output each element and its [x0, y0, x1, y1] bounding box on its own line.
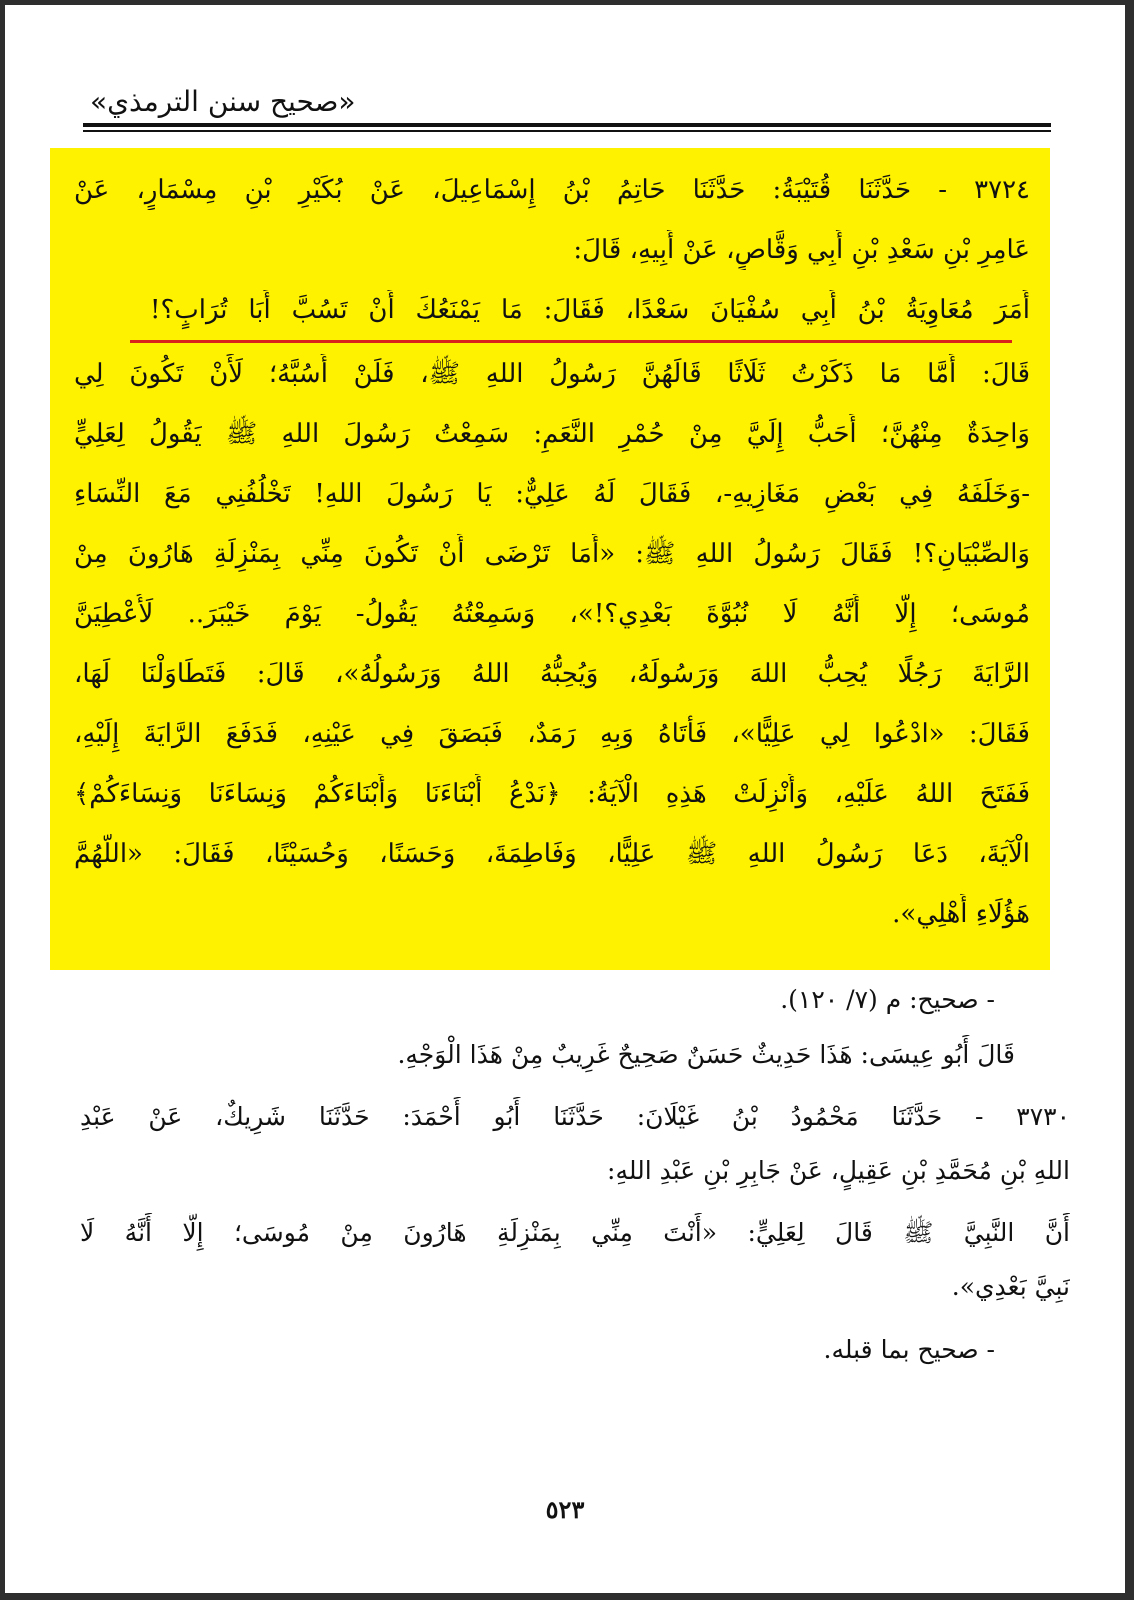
- hadith-3730-line: اللهِ بْنِ مُحَمَّدِ بْنِ عَقِيلٍ، عَنْ جَابِرِ بْنِ عَبْدِ اللهِ:: [607, 1156, 1070, 1185]
- hadith-line: فَقَالَ: «ادْعُوا لِي عَلِيًّا»، فَأَتَاهُ وَبِهِ رَمَدٌ، فَبَصَقَ فِي عَيْنِهِ، فَدَفَعَ الرَّايَةَ إِلَيْهِ،: [74, 719, 1030, 749]
- hadith-line: ٣٧٢٤ - حَدَّثَنَا قُتَيْبَةُ: حَدَّثَنَا حَاتِمُ بْنُ إِسْمَاعِيلَ، عَنْ بُكَيْرِ بْنِ مِسْمَارٍ، عَنْ: [74, 175, 1030, 205]
- hadith-line: مُوسَى؛ إِلَّا أَنَّهُ لَا نُبُوَّةَ بَعْدِي؟!»، وَسَمِعْتُهُ يَقُولُ- يَوْمَ خَيْبَرَ.. لَأُعْطِيَنَّ: [74, 599, 1030, 629]
- hadith-line-underlined: أَمَرَ مُعَاوِيَةُ بْنُ أَبِي سُفْيَانَ سَعْدًا، فَقَالَ: مَا يَمْنَعُكَ أَنْ تَسُبَّ أَبَا تُرَابٍ؟!: [150, 295, 1030, 325]
- hadith-3730-line: أَنَّ النَّبِيَّ ﷺ قَالَ لِعَلِيٍّ: «أَنْتَ مِنِّي بِمَنْزِلَةِ هَارُونَ مِنْ مُوسَى؛ إِلَّا أَنَّهُ لَا: [80, 1218, 1070, 1247]
- header-rule-thick: [83, 123, 1051, 127]
- hadith-3730-line: ٣٧٣٠ - حَدَّثَنَا مَحْمُودُ بْنُ غَيْلَانَ: حَدَّثَنَا أَبُو أَحْمَدَ: حَدَّثَنَا شَرِيكٌ، عَنْ عَبْدِ: [80, 1102, 1070, 1131]
- grading-note: - صحيح: م (٧/ ١٢٠).: [780, 985, 995, 1014]
- highlighted-hadith-3724: [50, 148, 1050, 970]
- abu-isa-comment: قَالَ أَبُو عِيسَى: هَذَا حَدِيثٌ حَسَنٌ صَحِيحٌ غَرِيبٌ مِنْ هَذَا الْوَجْهِ.: [397, 1040, 1015, 1069]
- hadith-line: -وَخَلَفَهُ فِي بَعْضِ مَغَازِيهِ-، فَقَالَ لَهُ عَلِيٌّ: يَا رَسُولَ اللهِ! تَخْلُفُنِي مَعَ النِّسَاءِ: [74, 479, 1030, 509]
- hadith-3730-line: نَبِيَّ بَعْدِي».: [951, 1272, 1070, 1301]
- hadith-line: وَالصِّبْيَانِ؟! فَقَالَ رَسُولُ اللهِ ﷺ: «أَمَا تَرْضَى أَنْ تَكُونَ مِنِّي بِمَنْزِلَةِ هَارُونَ مِنْ: [74, 539, 1030, 569]
- page-number: ٥٢٣: [545, 1495, 585, 1524]
- book-page: [5, 5, 1125, 1593]
- grading-note: - صحيح بما قبله.: [823, 1335, 995, 1364]
- running-title: «صحيح سنن الترمذي»: [90, 85, 356, 118]
- red-underline: [130, 340, 1012, 343]
- hadith-line: الرَّايَةَ رَجُلًا يُحِبُّ اللهَ وَرَسُولَهُ، وَيُحِبُّهُ اللهُ وَرَسُولُهُ»، قَالَ: فَتَطَاوَلْنَا لَهَا،: [74, 659, 1030, 689]
- hadith-line: عَامِرِ بْنِ سَعْدِ بْنِ أَبِي وَقَّاصٍ، عَنْ أَبِيهِ، قَالَ:: [573, 235, 1030, 265]
- hadith-line: الْآيَةَ، دَعَا رَسُولُ اللهِ ﷺ عَلِيًّا، وَفَاطِمَةَ، وَحَسَنًا، وَحُسَيْنًا، فَقَالَ: «اللَّهُمَّ: [74, 839, 1030, 869]
- header-rule-thin: [83, 130, 1051, 132]
- hadith-line: هَؤُلَاءِ أَهْلِي».: [892, 899, 1030, 929]
- hadith-line: قَالَ: أَمَّا مَا ذَكَرْتُ ثَلَاثًا قَالَهُنَّ رَسُولُ اللهِ ﷺ، فَلَنْ أَسُبَّهُ؛ لَأَنْ تَكُونَ لِي: [74, 359, 1030, 389]
- hadith-line: فَفَتَحَ اللهُ عَلَيْهِ، وَأُنْزِلَتْ هَذِهِ الْآيَةُ: ﴿نَدْعُ أَبْنَاءَنَا وَأَبْنَاءَكُمْ وَنِسَاءَنَا وَنِسَاءَكُمْ﴾: [74, 779, 1030, 809]
- hadith-line: وَاحِدَةٌ مِنْهُنَّ؛ أَحَبُّ إِلَيَّ مِنْ حُمْرِ النَّعَمِ: سَمِعْتُ رَسُولَ اللهِ ﷺ يَقُولُ لِعَلِيٍّ: [74, 419, 1030, 449]
